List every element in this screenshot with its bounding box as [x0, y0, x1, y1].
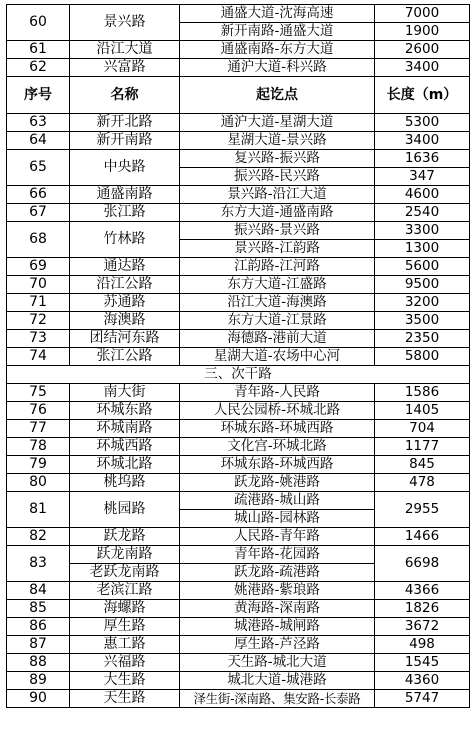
road-name: 海螺路 — [70, 600, 180, 618]
row-number: 63 — [7, 114, 70, 132]
road-length: 6698 — [375, 546, 470, 582]
road-section: 天生路-城北大道 — [180, 654, 375, 672]
road-section: 跃龙路-姚港路 — [180, 474, 375, 492]
road-section: 通沪大道-科兴路 — [180, 59, 375, 77]
table-row — [7, 492, 470, 510]
category-label: 三、次干路 — [7, 366, 470, 384]
table-row — [7, 204, 470, 222]
road-length: 4360 — [375, 672, 470, 690]
road-name: 苏通路 — [70, 294, 180, 312]
road-section: 星湖大道-农场中心河 — [180, 348, 375, 366]
road-section: 振兴路-景兴路 — [180, 222, 375, 240]
road-length: 2600 — [375, 41, 470, 59]
row-number: 72 — [7, 312, 70, 330]
road-name: 中央路 — [70, 150, 180, 186]
row-number: 85 — [7, 600, 70, 618]
road-name: 沿江大道 — [70, 41, 180, 59]
table-row — [7, 114, 470, 132]
road-section: 景兴路-沿江大道 — [180, 186, 375, 204]
road-length: 1826 — [375, 600, 470, 618]
road-length: 3672 — [375, 618, 470, 636]
road-name: 跃龙南路 — [70, 546, 180, 564]
road-length: 1545 — [375, 654, 470, 672]
road-length: 5600 — [375, 258, 470, 276]
row-number: 76 — [7, 402, 70, 420]
category-row — [7, 366, 470, 384]
road-section: 人民路-青年路 — [180, 528, 375, 546]
road-name: 通达路 — [70, 258, 180, 276]
road-name: 新开北路 — [70, 114, 180, 132]
road-length: 3300 — [375, 222, 470, 240]
road-name: 景兴路 — [70, 5, 180, 41]
road-section: 城港路-城闸路 — [180, 618, 375, 636]
road-name: 兴富路 — [70, 59, 180, 77]
road-section: 通盛大道-沈海高速 — [180, 5, 375, 23]
road-length: 5800 — [375, 348, 470, 366]
row-number: 78 — [7, 438, 70, 456]
road-name: 海澳路 — [70, 312, 180, 330]
road-name: 环城北路 — [70, 456, 180, 474]
road-length: 2350 — [375, 330, 470, 348]
road-section: 海德路-港前大道 — [180, 330, 375, 348]
row-number: 67 — [7, 204, 70, 222]
road-section: 环城东路-环城西路 — [180, 456, 375, 474]
row-number: 77 — [7, 420, 70, 438]
road-length: 4600 — [375, 186, 470, 204]
road-name: 厚生路 — [70, 618, 180, 636]
row-number: 81 — [7, 492, 70, 528]
row-number: 88 — [7, 654, 70, 672]
road-section: 通盛南路-东方大道 — [180, 41, 375, 59]
road-name: 竹林路 — [70, 222, 180, 258]
road-length: 1300 — [375, 240, 470, 258]
road-section: 城北大道-城港路 — [180, 672, 375, 690]
table-row — [7, 672, 470, 690]
road-section: 星湖大道-景兴路 — [180, 132, 375, 150]
road-length: 3500 — [375, 312, 470, 330]
row-number: 64 — [7, 132, 70, 150]
road-section: 东方大道-江盛路 — [180, 276, 375, 294]
row-number: 87 — [7, 636, 70, 654]
road-length: 1177 — [375, 438, 470, 456]
table-row — [7, 690, 470, 708]
row-number: 80 — [7, 474, 70, 492]
table-row — [7, 186, 470, 204]
road-name: 南大街 — [70, 384, 180, 402]
row-number: 65 — [7, 150, 70, 186]
road-name: 大生路 — [70, 672, 180, 690]
road-length: 5300 — [375, 114, 470, 132]
row-number: 84 — [7, 582, 70, 600]
table-row — [7, 636, 470, 654]
table-row — [7, 258, 470, 276]
row-number: 60 — [7, 5, 70, 41]
road-name: 团结河东路 — [70, 330, 180, 348]
road-section: 东方大道-江景路 — [180, 312, 375, 330]
road-name: 新开南路 — [70, 132, 180, 150]
road-name: 环城东路 — [70, 402, 180, 420]
road-name: 环城西路 — [70, 438, 180, 456]
road-name: 惠工路 — [70, 636, 180, 654]
header-length: 长度（m） — [375, 77, 470, 114]
road-name: 老跃龙南路 — [70, 564, 180, 582]
road-length: 704 — [375, 420, 470, 438]
row-number: 69 — [7, 258, 70, 276]
header-no: 序号 — [7, 77, 70, 114]
road-table-body — [7, 5, 470, 708]
road-name: 跃龙路 — [70, 528, 180, 546]
road-length: 3400 — [375, 132, 470, 150]
road-section: 振兴路-民兴路 — [180, 168, 375, 186]
table-row — [7, 384, 470, 402]
road-length: 1466 — [375, 528, 470, 546]
road-name: 老滨江路 — [70, 582, 180, 600]
road-length: 4366 — [375, 582, 470, 600]
road-section: 东方大道-通盛南路 — [180, 204, 375, 222]
road-name: 兴福路 — [70, 654, 180, 672]
road-name: 环城南路 — [70, 420, 180, 438]
road-length: 347 — [375, 168, 470, 186]
table-row — [7, 438, 470, 456]
road-section: 疏港路-城山路 — [180, 492, 375, 510]
road-length: 2540 — [375, 204, 470, 222]
road-name: 通盛南路 — [70, 186, 180, 204]
road-section: 复兴路-振兴路 — [180, 150, 375, 168]
road-table — [6, 4, 470, 708]
road-length: 5747 — [375, 690, 470, 708]
road-length: 3400 — [375, 59, 470, 77]
road-section: 泽生街-深南路、集安路-长泰路 — [180, 690, 375, 708]
road-section: 黄海路-深南路 — [180, 600, 375, 618]
road-section: 跃龙路-疏港路 — [180, 564, 375, 582]
road-section: 青年路-花园路 — [180, 546, 375, 564]
road-name: 张江公路 — [70, 348, 180, 366]
row-number: 73 — [7, 330, 70, 348]
table-row — [7, 582, 470, 600]
road-length: 498 — [375, 636, 470, 654]
table-row — [7, 5, 470, 23]
road-length: 2955 — [375, 492, 470, 528]
header-row — [7, 77, 470, 114]
header-name: 名称 — [70, 77, 180, 114]
table-row — [7, 456, 470, 474]
table-row — [7, 654, 470, 672]
table-row — [7, 348, 470, 366]
table-row — [7, 150, 470, 168]
road-name: 天生路 — [70, 690, 180, 708]
road-section: 通沪大道-星湖大道 — [180, 114, 375, 132]
road-length: 1586 — [375, 384, 470, 402]
road-length: 845 — [375, 456, 470, 474]
table-row — [7, 528, 470, 546]
row-number: 62 — [7, 59, 70, 77]
row-number: 68 — [7, 222, 70, 258]
road-length: 3200 — [375, 294, 470, 312]
table-row — [7, 294, 470, 312]
road-section: 江韵路-江河路 — [180, 258, 375, 276]
table-row — [7, 222, 470, 240]
road-length: 9500 — [375, 276, 470, 294]
header-section: 起讫点 — [180, 77, 375, 114]
table-row — [7, 420, 470, 438]
row-number: 86 — [7, 618, 70, 636]
road-name: 桃坞路 — [70, 474, 180, 492]
row-number: 82 — [7, 528, 70, 546]
road-length: 1900 — [375, 23, 470, 41]
road-length: 478 — [375, 474, 470, 492]
road-section: 景兴路-江韵路 — [180, 240, 375, 258]
table-row — [7, 402, 470, 420]
table-row — [7, 546, 470, 564]
row-number: 61 — [7, 41, 70, 59]
table-row — [7, 132, 470, 150]
road-section: 新开南路-通盛大道 — [180, 23, 375, 41]
table-row — [7, 618, 470, 636]
table-row — [7, 474, 470, 492]
road-section: 城山路-园林路 — [180, 510, 375, 528]
road-length: 7000 — [375, 5, 470, 23]
road-section: 文化宫-环城北路 — [180, 438, 375, 456]
road-name: 桃园路 — [70, 492, 180, 528]
road-length: 1405 — [375, 402, 470, 420]
road-section: 青年路-人民路 — [180, 384, 375, 402]
road-section: 沿江大道-海澳路 — [180, 294, 375, 312]
row-number: 89 — [7, 672, 70, 690]
road-section: 姚港路-紫琅路 — [180, 582, 375, 600]
table-row — [7, 276, 470, 294]
road-section: 厚生路-芦泾路 — [180, 636, 375, 654]
row-number: 70 — [7, 276, 70, 294]
road-section: 人民公园桥-环城北路 — [180, 402, 375, 420]
road-name: 沿江公路 — [70, 276, 180, 294]
row-number: 90 — [7, 690, 70, 708]
row-number: 75 — [7, 384, 70, 402]
row-number: 74 — [7, 348, 70, 366]
table-row — [7, 330, 470, 348]
row-number: 71 — [7, 294, 70, 312]
row-number: 83 — [7, 546, 70, 582]
road-section: 环城东路-环城西路 — [180, 420, 375, 438]
road-name: 张江路 — [70, 204, 180, 222]
table-row — [7, 41, 470, 59]
road-length: 1636 — [375, 150, 470, 168]
row-number: 66 — [7, 186, 70, 204]
table-row — [7, 600, 470, 618]
row-number: 79 — [7, 456, 70, 474]
table-row — [7, 59, 470, 77]
table-row — [7, 312, 470, 330]
